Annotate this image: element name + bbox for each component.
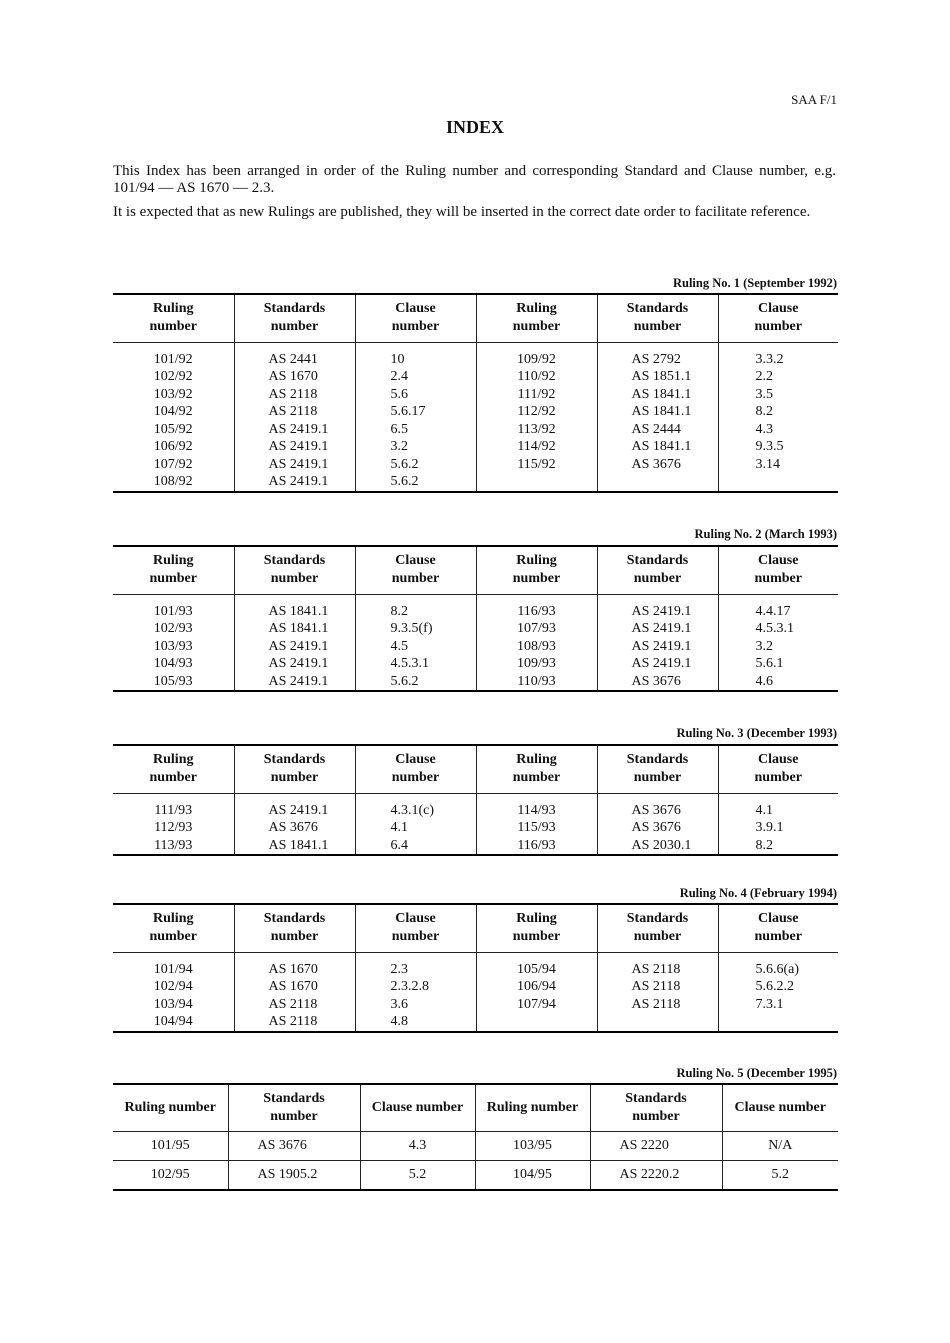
cell-clause: 5.6.6(a) — [755, 961, 800, 977]
cell-ruling: 105/94 — [476, 952, 597, 978]
header-clause: Clause number — [355, 294, 476, 342]
cell-clause: 4.8 — [355, 1013, 476, 1032]
cell-ruling: 102/94 — [113, 978, 234, 996]
cell-ruling: 109/93 — [476, 655, 597, 673]
cell-standard: AS 1851.1 — [597, 368, 718, 386]
header-ruling: Ruling number — [476, 546, 597, 594]
header-ruling: Ruling number — [113, 745, 234, 793]
cell-standard: AS 2419.1 — [597, 620, 718, 638]
header-clause: Clause number — [355, 745, 476, 793]
table-row — [113, 438, 838, 456]
cell-clause: 5.6.17 — [355, 403, 476, 421]
cell-standard: AS 1670 — [234, 368, 355, 386]
ruling-table-3 — [113, 744, 838, 856]
header-standards: Standards number — [234, 745, 355, 793]
cell-clause — [718, 473, 838, 492]
cell-clause: 3.5 — [755, 386, 773, 402]
document-reference: SAA F/1 — [791, 92, 837, 107]
cell-standard: AS 1841.1 — [597, 403, 718, 421]
header-standards: Standards number — [597, 546, 718, 594]
cell-clause: 3.3.2 — [755, 351, 784, 367]
cell-standard: AS 1841.1 — [234, 620, 355, 638]
cell-clause: 3.2 — [755, 638, 773, 654]
header-standards: Standards number — [228, 1084, 360, 1131]
cell-clause: 4.3 — [360, 1131, 475, 1160]
cell-clause: 5.6.2.2 — [755, 979, 794, 994]
section-caption-3: Ruling No. 3 (December 1993) — [676, 726, 837, 740]
cell-ruling: 102/93 — [113, 620, 234, 638]
cell-clause: 9.3.5 — [755, 439, 784, 454]
cell-ruling — [476, 1013, 597, 1032]
cell-clause: 4.5.3.1 — [755, 621, 794, 636]
cell-ruling — [476, 473, 597, 492]
section-caption-4: Ruling No. 4 (February 1994) — [679, 886, 837, 900]
cell-ruling: 112/92 — [476, 403, 597, 421]
cell-standard: AS 2118 — [597, 996, 718, 1014]
cell-clause: 4.4.17 — [755, 603, 791, 619]
table-row — [113, 655, 838, 673]
table-row — [113, 819, 838, 837]
cell-ruling: 103/92 — [113, 386, 234, 404]
cell-standard: AS 3676 — [597, 793, 718, 819]
cell-ruling: 110/93 — [476, 673, 597, 692]
cell-ruling: 103/95 — [475, 1131, 590, 1160]
cell-clause: 4.1 — [755, 802, 773, 818]
cell-standard: AS 2419.1 — [234, 655, 355, 673]
header-clause: Clause number — [718, 294, 838, 342]
table-row — [113, 638, 838, 656]
table-row — [113, 952, 838, 978]
header-clause: Clause number — [718, 546, 838, 594]
cell-ruling: 108/92 — [113, 473, 234, 492]
table-row — [113, 1013, 838, 1032]
cell-ruling: 101/92 — [113, 342, 234, 368]
cell-ruling: 114/92 — [476, 438, 597, 456]
page-title: INDEX — [445, 117, 504, 137]
cell-ruling: 102/92 — [113, 368, 234, 386]
cell-standard: AS 2419.1 — [597, 655, 718, 673]
intro-paragraph-1: This Index has been arranged in order of the Ruling number and corresponding Standard and Clause number, e.g. 101/94 — AS 1670 — 2.3. — [113, 163, 836, 196]
cell-standard: AS 1841.1 — [597, 438, 718, 456]
cell-clause: 8.2 — [755, 404, 773, 419]
table-row — [113, 793, 838, 819]
table-row — [113, 456, 838, 474]
cell-standard: AS 3676 — [597, 819, 718, 837]
cell-ruling: 116/93 — [476, 837, 597, 856]
cell-clause: 5.6 — [355, 386, 476, 404]
header-ruling: Ruling number — [113, 904, 234, 952]
cell-standard: AS 2419.1 — [234, 673, 355, 692]
cell-clause: 3.14 — [755, 456, 780, 472]
cell-clause: 4.5.3.1 — [355, 655, 476, 673]
table-row — [113, 1160, 838, 1190]
cell-clause: 8.2 — [355, 594, 476, 620]
table-row — [113, 473, 838, 492]
cell-clause: 5.2 — [722, 1160, 838, 1190]
cell-ruling: 110/92 — [476, 368, 597, 386]
cell-standard — [597, 473, 718, 492]
header-ruling: Ruling number — [113, 294, 234, 342]
cell-ruling: 107/92 — [113, 456, 234, 474]
header-clause: Clause number — [355, 904, 476, 952]
cell-clause: 4.6 — [718, 673, 838, 692]
header-ruling: Ruling number — [476, 294, 597, 342]
cell-standard: AS 2118 — [234, 386, 355, 404]
intro-paragraph-2: It is expected that as new Rulings are published, they will be inserted in the correct date order to facilitate reference. — [113, 204, 811, 220]
header-clause: Clause number — [722, 1084, 838, 1131]
cell-clause: 2.3.2.8 — [355, 978, 476, 996]
cell-ruling: 101/94 — [113, 952, 234, 978]
header-standards: Standards number — [234, 546, 355, 594]
cell-standard: AS 1905.2 — [228, 1160, 360, 1190]
ruling-table-5 — [113, 1083, 838, 1191]
cell-clause: 5.6.2 — [355, 456, 476, 474]
cell-ruling: 105/92 — [113, 421, 234, 439]
header-standards: Standards number — [234, 294, 355, 342]
table-row — [113, 978, 838, 996]
cell-ruling: 108/93 — [476, 638, 597, 656]
cell-standard: AS 1670 — [234, 952, 355, 978]
header-ruling: Ruling number — [475, 1084, 590, 1131]
cell-clause: 5.6.2 — [355, 673, 476, 692]
cell-standard: AS 2444 — [597, 421, 718, 439]
header-clause: Clause number — [360, 1084, 475, 1131]
header-standards: Standards number — [590, 1084, 722, 1131]
cell-standard: AS 1841.1 — [597, 386, 718, 404]
cell-clause — [718, 1013, 838, 1032]
cell-ruling: 104/92 — [113, 403, 234, 421]
cell-clause: 6.4 — [355, 837, 476, 856]
cell-ruling: 105/93 — [113, 673, 234, 692]
cell-standard: AS 3676 — [597, 673, 718, 692]
cell-clause: 3.9.1 — [755, 820, 784, 835]
cell-standard: AS 2220 — [590, 1131, 722, 1160]
cell-ruling: 111/93 — [113, 793, 234, 819]
cell-ruling: 106/94 — [476, 978, 597, 996]
ruling-table-4 — [113, 903, 838, 1033]
cell-clause: 10 — [355, 342, 476, 368]
table-row — [113, 837, 838, 856]
cell-standard: AS 2118 — [597, 978, 718, 996]
cell-clause: 4.3 — [755, 421, 773, 437]
section-caption-2: Ruling No. 2 (March 1993) — [694, 527, 837, 541]
cell-ruling: 104/93 — [113, 655, 234, 673]
cell-ruling: 115/92 — [476, 456, 597, 474]
header-standards: Standards number — [597, 294, 718, 342]
cell-ruling: 107/94 — [476, 996, 597, 1014]
cell-ruling: 116/93 — [476, 594, 597, 620]
cell-ruling: 109/92 — [476, 342, 597, 368]
cell-clause: 4.3.1(c) — [355, 793, 476, 819]
table-row — [113, 673, 838, 692]
cell-standard: AS 2118 — [234, 996, 355, 1014]
cell-ruling: 103/93 — [113, 638, 234, 656]
cell-clause: 5.6.2 — [355, 473, 476, 492]
header-clause: Clause number — [718, 745, 838, 793]
cell-clause: 9.3.5(f) — [355, 620, 476, 638]
header-standards: Standards number — [597, 904, 718, 952]
cell-standard — [597, 1013, 718, 1032]
header-ruling: Ruling number — [476, 745, 597, 793]
cell-standard: AS 1841.1 — [234, 837, 355, 856]
cell-standard: AS 2220.2 — [590, 1160, 722, 1190]
table-row — [113, 996, 838, 1014]
cell-ruling: 104/94 — [113, 1013, 234, 1032]
cell-standard: AS 2118 — [234, 1013, 355, 1032]
header-standards: Standards number — [597, 745, 718, 793]
cell-clause: 7.3.1 — [755, 996, 784, 1012]
cell-clause: 2.2 — [755, 369, 773, 384]
cell-ruling: 113/92 — [476, 421, 597, 439]
table-row — [113, 368, 838, 386]
table-row — [113, 1131, 838, 1160]
cell-standard: AS 2419.1 — [597, 594, 718, 620]
table-row — [113, 386, 838, 404]
cell-clause: 4.5 — [355, 638, 476, 656]
cell-clause: 5.6.1 — [755, 656, 784, 671]
table-row — [113, 620, 838, 638]
cell-clause: 6.5 — [355, 421, 476, 439]
ruling-table-1 — [113, 293, 838, 493]
cell-ruling: 102/95 — [113, 1160, 228, 1190]
cell-clause: 3.6 — [355, 996, 476, 1014]
cell-ruling: 101/93 — [113, 594, 234, 620]
cell-standard: AS 2419.1 — [234, 438, 355, 456]
cell-standard: AS 3676 — [228, 1131, 360, 1160]
cell-clause: 2.4 — [355, 368, 476, 386]
header-ruling: Ruling number — [113, 1084, 228, 1131]
cell-ruling: 104/95 — [475, 1160, 590, 1190]
cell-standard: AS 1670 — [234, 978, 355, 996]
cell-standard: AS 2792 — [597, 342, 718, 368]
cell-standard: AS 2441 — [234, 342, 355, 368]
cell-clause: 8.2 — [718, 837, 838, 856]
cell-standard: AS 2118 — [234, 403, 355, 421]
cell-standard: AS 1841.1 — [234, 594, 355, 620]
cell-clause: 4.1 — [355, 819, 476, 837]
cell-clause: N/A — [722, 1131, 838, 1160]
cell-ruling: 103/94 — [113, 996, 234, 1014]
cell-ruling: 106/92 — [113, 438, 234, 456]
cell-standard: AS 2030.1 — [597, 837, 718, 856]
table-row — [113, 594, 838, 620]
cell-ruling: 113/93 — [113, 837, 234, 856]
header-ruling: Ruling number — [476, 904, 597, 952]
table-row — [113, 403, 838, 421]
cell-standard: AS 2419.1 — [234, 421, 355, 439]
header-standards: Standards number — [234, 904, 355, 952]
header-clause: Clause number — [718, 904, 838, 952]
cell-clause: 5.2 — [360, 1160, 475, 1190]
ruling-table-2 — [113, 545, 838, 692]
table-row — [113, 421, 838, 439]
cell-standard: AS 2419.1 — [234, 456, 355, 474]
cell-standard: AS 3676 — [234, 819, 355, 837]
cell-standard: AS 2118 — [597, 952, 718, 978]
cell-clause: 2.3 — [355, 952, 476, 978]
cell-standard: AS 2419.1 — [234, 793, 355, 819]
cell-standard: AS 2419.1 — [597, 638, 718, 656]
cell-ruling: 111/92 — [476, 386, 597, 404]
table-row — [113, 342, 838, 368]
cell-ruling: 107/93 — [476, 620, 597, 638]
cell-ruling: 115/93 — [476, 819, 597, 837]
cell-ruling: 112/93 — [113, 819, 234, 837]
section-caption-1: Ruling No. 1 (September 1992) — [672, 276, 837, 290]
cell-ruling: 114/93 — [476, 793, 597, 819]
cell-clause: 3.2 — [355, 438, 476, 456]
cell-standard: AS 2419.1 — [234, 473, 355, 492]
header-ruling: Ruling number — [113, 546, 234, 594]
cell-ruling: 101/95 — [113, 1131, 228, 1160]
header-clause: Clause number — [355, 546, 476, 594]
cell-standard: AS 3676 — [597, 456, 718, 474]
cell-standard: AS 2419.1 — [234, 638, 355, 656]
section-caption-5: Ruling No. 5 (December 1995) — [676, 1066, 837, 1080]
